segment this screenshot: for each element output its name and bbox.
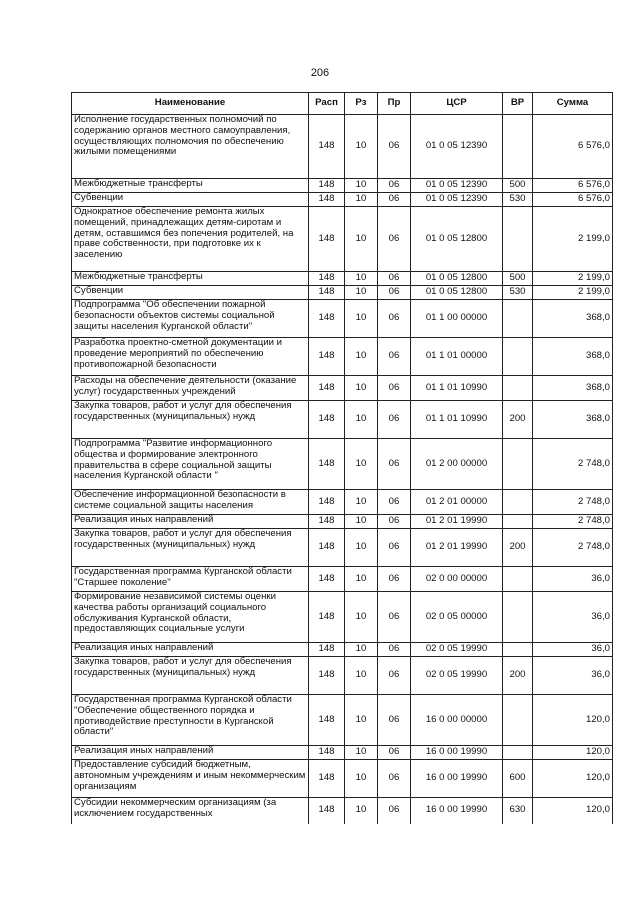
row-name: Реализация иных направлений bbox=[72, 643, 309, 657]
row-name: Закупка товаров, работ и услуг для обеспечения государственных (муниципальных) нужд bbox=[72, 401, 309, 439]
row-pr: 06 bbox=[378, 643, 411, 657]
row-pr: 06 bbox=[378, 695, 411, 746]
table-row bbox=[72, 401, 613, 439]
row-rasp: 148 bbox=[309, 401, 345, 439]
row-sum: 368,0 bbox=[533, 300, 613, 338]
row-vr bbox=[503, 567, 533, 592]
row-rasp: 148 bbox=[309, 695, 345, 746]
row-rz: 10 bbox=[345, 193, 378, 207]
row-csr: 01 1 00 00000 bbox=[411, 300, 503, 338]
table-row bbox=[72, 286, 613, 300]
row-sum: 368,0 bbox=[533, 401, 613, 439]
row-rasp: 148 bbox=[309, 515, 345, 529]
row-name: Субсидии некоммерческим организациям (за исключением государственных bbox=[72, 798, 309, 824]
row-csr: 01 1 01 10990 bbox=[411, 376, 503, 401]
row-name: Межбюджетные трансферты bbox=[72, 272, 309, 286]
row-name: Формирование независимой системы оценки качества работы организаций социального обслуживания Курганской области, предоставляющих социальные услуги bbox=[72, 592, 309, 643]
row-rz: 10 bbox=[345, 300, 378, 338]
header-rasp: Расп bbox=[309, 93, 345, 115]
row-sum: 2 748,0 bbox=[533, 515, 613, 529]
row-sum: 368,0 bbox=[533, 338, 613, 376]
row-sum: 6 576,0 bbox=[533, 115, 613, 179]
row-sum: 36,0 bbox=[533, 567, 613, 592]
row-pr: 06 bbox=[378, 490, 411, 515]
row-pr: 06 bbox=[378, 798, 411, 824]
row-pr: 06 bbox=[378, 300, 411, 338]
row-sum: 36,0 bbox=[533, 657, 613, 695]
header-csr: ЦСР bbox=[411, 93, 503, 115]
page-number: 206 bbox=[310, 67, 330, 79]
row-vr bbox=[503, 592, 533, 643]
row-rasp: 148 bbox=[309, 643, 345, 657]
row-csr: 01 2 01 19990 bbox=[411, 529, 503, 567]
row-pr: 06 bbox=[378, 115, 411, 179]
row-rasp: 148 bbox=[309, 798, 345, 824]
row-sum: 6 576,0 bbox=[533, 193, 613, 207]
row-csr: 01 0 05 12390 bbox=[411, 115, 503, 179]
row-vr: 530 bbox=[503, 286, 533, 300]
row-vr bbox=[503, 376, 533, 401]
row-rz: 10 bbox=[345, 515, 378, 529]
row-vr: 500 bbox=[503, 272, 533, 286]
row-sum: 6 576,0 bbox=[533, 179, 613, 193]
row-name: Закупка товаров, работ и услуг для обеспечения государственных (муниципальных) нужд bbox=[72, 657, 309, 695]
row-csr: 01 2 01 00000 bbox=[411, 490, 503, 515]
table-row bbox=[72, 338, 613, 376]
row-csr: 02 0 00 00000 bbox=[411, 567, 503, 592]
row-name: Субвенции bbox=[72, 286, 309, 300]
row-name: Субвенции bbox=[72, 193, 309, 207]
row-rz: 10 bbox=[345, 286, 378, 300]
row-vr: 200 bbox=[503, 657, 533, 695]
row-rasp: 148 bbox=[309, 207, 345, 272]
row-name: Закупка товаров, работ и услуг для обеспечения государственных (муниципальных) нужд bbox=[72, 529, 309, 567]
table-row bbox=[72, 115, 613, 179]
row-vr bbox=[503, 490, 533, 515]
row-csr: 16 0 00 00000 bbox=[411, 695, 503, 746]
table-row bbox=[72, 439, 613, 490]
row-vr bbox=[503, 115, 533, 179]
row-rz: 10 bbox=[345, 207, 378, 272]
table-row bbox=[72, 592, 613, 643]
row-rz: 10 bbox=[345, 490, 378, 515]
row-vr: 200 bbox=[503, 401, 533, 439]
table-row bbox=[72, 179, 613, 193]
row-rasp: 148 bbox=[309, 760, 345, 798]
row-name: Реализация иных направлений bbox=[72, 746, 309, 760]
row-name: Межбюджетные трансферты bbox=[72, 179, 309, 193]
table-row bbox=[72, 760, 613, 798]
row-rz: 10 bbox=[345, 338, 378, 376]
row-rz: 10 bbox=[345, 695, 378, 746]
row-rasp: 148 bbox=[309, 439, 345, 490]
row-rz: 10 bbox=[345, 376, 378, 401]
budget-table bbox=[71, 92, 613, 824]
row-csr: 01 0 05 12390 bbox=[411, 193, 503, 207]
row-name: Расходы на обеспечение деятельности (оказание услуг) государственных учреждений bbox=[72, 376, 309, 401]
row-pr: 06 bbox=[378, 338, 411, 376]
table-row bbox=[72, 300, 613, 338]
row-pr: 06 bbox=[378, 760, 411, 798]
table-row bbox=[72, 515, 613, 529]
row-rasp: 148 bbox=[309, 115, 345, 179]
row-csr: 01 0 05 12800 bbox=[411, 207, 503, 272]
row-name: Подпрограмма "Об обеспечении пожарной безопасности объектов системы социальной защиты населения Курганской области" bbox=[72, 300, 309, 338]
row-pr: 06 bbox=[378, 439, 411, 490]
row-vr: 500 bbox=[503, 179, 533, 193]
table-row bbox=[72, 567, 613, 592]
row-vr bbox=[503, 643, 533, 657]
row-csr: 01 2 01 19990 bbox=[411, 515, 503, 529]
row-vr: 530 bbox=[503, 193, 533, 207]
row-csr: 01 1 01 10990 bbox=[411, 401, 503, 439]
table-header-row bbox=[72, 93, 613, 115]
row-csr: 02 0 05 19990 bbox=[411, 643, 503, 657]
row-name: Разработка проектно-сметной документации и проведение мероприятий по обеспечению противопожарной безопасности bbox=[72, 338, 309, 376]
row-sum: 2 199,0 bbox=[533, 272, 613, 286]
row-pr: 06 bbox=[378, 567, 411, 592]
header-pr: Пр bbox=[378, 93, 411, 115]
row-vr bbox=[503, 515, 533, 529]
row-csr: 01 0 05 12800 bbox=[411, 286, 503, 300]
row-sum: 120,0 bbox=[533, 695, 613, 746]
row-rasp: 148 bbox=[309, 376, 345, 401]
row-csr: 02 0 05 00000 bbox=[411, 592, 503, 643]
row-pr: 06 bbox=[378, 529, 411, 567]
row-csr: 01 0 05 12390 bbox=[411, 179, 503, 193]
row-pr: 06 bbox=[378, 657, 411, 695]
row-csr: 16 0 00 19990 bbox=[411, 760, 503, 798]
row-vr bbox=[503, 439, 533, 490]
table-row bbox=[72, 272, 613, 286]
row-vr: 200 bbox=[503, 529, 533, 567]
row-rasp: 148 bbox=[309, 272, 345, 286]
row-rz: 10 bbox=[345, 401, 378, 439]
table-row bbox=[72, 207, 613, 272]
row-rasp: 148 bbox=[309, 179, 345, 193]
row-pr: 06 bbox=[378, 193, 411, 207]
row-csr: 02 0 05 19990 bbox=[411, 657, 503, 695]
table-row bbox=[72, 490, 613, 515]
row-sum: 120,0 bbox=[533, 798, 613, 824]
row-csr: 01 2 00 00000 bbox=[411, 439, 503, 490]
row-pr: 06 bbox=[378, 592, 411, 643]
row-rz: 10 bbox=[345, 115, 378, 179]
row-name: Однократное обеспечение ремонта жилых помещений, принадлежащих детям-сиротам и детям, оставшимся без попечения родителей, на праве собственности, при подготовке их к заселению bbox=[72, 207, 309, 272]
header-sum: Сумма bbox=[533, 93, 613, 115]
row-name: Государственная программа Курганской области "Старшее поколение" bbox=[72, 567, 309, 592]
row-rasp: 148 bbox=[309, 300, 345, 338]
row-pr: 06 bbox=[378, 207, 411, 272]
row-vr: 600 bbox=[503, 760, 533, 798]
row-vr bbox=[503, 695, 533, 746]
row-name: Реализация иных направлений bbox=[72, 515, 309, 529]
row-name: Обеспечение информационной безопасности в системе социальной защиты населения bbox=[72, 490, 309, 515]
row-csr: 16 0 00 19990 bbox=[411, 798, 503, 824]
row-rz: 10 bbox=[345, 657, 378, 695]
header-rz: Рз bbox=[345, 93, 378, 115]
row-rasp: 148 bbox=[309, 657, 345, 695]
row-name: Подпрограмма "Развитие информационного общества и формирование электронного правительства в сфере социальной защиты населения Курганской области " bbox=[72, 439, 309, 490]
row-rasp: 148 bbox=[309, 746, 345, 760]
row-rz: 10 bbox=[345, 272, 378, 286]
row-pr: 06 bbox=[378, 401, 411, 439]
row-pr: 06 bbox=[378, 515, 411, 529]
row-rz: 10 bbox=[345, 592, 378, 643]
row-sum: 2 199,0 bbox=[533, 207, 613, 272]
table-row bbox=[72, 798, 613, 824]
row-sum: 2 748,0 bbox=[533, 490, 613, 515]
row-pr: 06 bbox=[378, 179, 411, 193]
row-sum: 2 748,0 bbox=[533, 529, 613, 567]
table-row bbox=[72, 193, 613, 207]
row-csr: 01 1 01 00000 bbox=[411, 338, 503, 376]
row-vr bbox=[503, 746, 533, 760]
row-pr: 06 bbox=[378, 286, 411, 300]
row-rz: 10 bbox=[345, 439, 378, 490]
row-pr: 06 bbox=[378, 746, 411, 760]
header-name: Наименование bbox=[72, 93, 309, 115]
row-vr bbox=[503, 300, 533, 338]
row-sum: 368,0 bbox=[533, 376, 613, 401]
row-name: Государственная программа Курганской области "Обеспечение общественного порядка и противодействие преступности в Курганской области" bbox=[72, 695, 309, 746]
row-rz: 10 bbox=[345, 529, 378, 567]
row-rasp: 148 bbox=[309, 338, 345, 376]
row-rz: 10 bbox=[345, 760, 378, 798]
row-rasp: 148 bbox=[309, 490, 345, 515]
row-rasp: 148 bbox=[309, 567, 345, 592]
row-sum: 36,0 bbox=[533, 643, 613, 657]
table-row bbox=[72, 643, 613, 657]
row-rz: 10 bbox=[345, 746, 378, 760]
table-row bbox=[72, 657, 613, 695]
row-sum: 120,0 bbox=[533, 760, 613, 798]
row-rasp: 148 bbox=[309, 193, 345, 207]
row-rz: 10 bbox=[345, 567, 378, 592]
row-name: Предоставление субсидий бюджетным, автономным учреждениям и иным некоммерческим организациям bbox=[72, 760, 309, 798]
row-vr: 630 bbox=[503, 798, 533, 824]
row-rz: 10 bbox=[345, 643, 378, 657]
row-rasp: 148 bbox=[309, 286, 345, 300]
row-sum: 120,0 bbox=[533, 746, 613, 760]
row-rasp: 148 bbox=[309, 529, 345, 567]
row-pr: 06 bbox=[378, 376, 411, 401]
table-row bbox=[72, 746, 613, 760]
row-pr: 06 bbox=[378, 272, 411, 286]
row-csr: 01 0 05 12800 bbox=[411, 272, 503, 286]
row-rz: 10 bbox=[345, 798, 378, 824]
table-row bbox=[72, 529, 613, 567]
row-sum: 2 199,0 bbox=[533, 286, 613, 300]
row-sum: 2 748,0 bbox=[533, 439, 613, 490]
table-row bbox=[72, 695, 613, 746]
table-row bbox=[72, 376, 613, 401]
row-name: Исполнение государственных полномочий по содержанию органов местного самоуправления, осуществляющих полномочия по обеспечению жилыми помещениями bbox=[72, 115, 309, 179]
row-rz: 10 bbox=[345, 179, 378, 193]
row-vr bbox=[503, 338, 533, 376]
row-csr: 16 0 00 19990 bbox=[411, 746, 503, 760]
row-rasp: 148 bbox=[309, 592, 345, 643]
row-sum: 36,0 bbox=[533, 592, 613, 643]
header-vr: ВР bbox=[503, 93, 533, 115]
row-vr bbox=[503, 207, 533, 272]
